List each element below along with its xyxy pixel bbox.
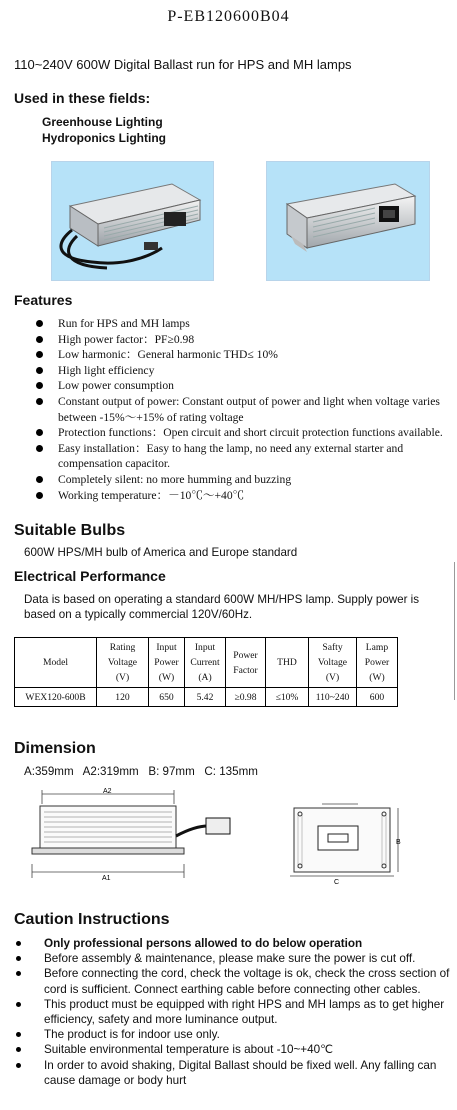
- bullet-icon: [36, 382, 43, 389]
- caution-item: [14, 951, 457, 966]
- caution-item: [14, 1027, 457, 1042]
- header-cell: Input Power (W): [149, 638, 185, 688]
- caution-text: The product is for indoor use only.: [44, 1028, 220, 1042]
- dimension-side-drawing: [26, 784, 236, 884]
- label-c: C: [334, 879, 340, 886]
- dimension-text: A:359mm A2:319mm B: 97mm C: 135mm: [24, 765, 258, 778]
- feature-text: Working temperature：－10℃～+40℃: [58, 488, 245, 502]
- feature-text: Constant output of power: Constant output of power and light when voltage varies between -15%～+15% of rating voltage: [58, 394, 440, 424]
- header-cell: Power Factor: [226, 638, 266, 688]
- caution-item: [14, 936, 457, 951]
- section-border: [454, 562, 455, 700]
- feature-text: Low power consumption: [58, 379, 174, 393]
- caution-text: Before connecting the cord, check the voltage is ok, check the cross section of cord is sufficient. Connect earthing cable before connecting other cables.: [44, 967, 450, 996]
- caution-text: In order to avoid shaking, Digital Ballast should be fixed well. Any falling can cause damage or body hurt: [44, 1058, 437, 1087]
- bullet-icon: [16, 1032, 21, 1037]
- caution-text: This product must be equipped with right HPS and MH lamps as to get higher efficiency, safety and more luminance output.: [44, 997, 445, 1027]
- ballast-left-image: [52, 162, 213, 280]
- document-title: P-EB120600B04: [167, 8, 290, 25]
- feature-text: Protection functions：Open circuit and short circuit protection functions available.: [58, 426, 443, 440]
- label-a1: A1: [102, 875, 111, 882]
- header-cell: Lamp Power (W): [357, 638, 398, 688]
- bullet-icon: [36, 351, 43, 358]
- caution-item: [14, 997, 457, 1027]
- table-cell: 110~240: [309, 688, 357, 707]
- table-cell: 120: [97, 688, 149, 707]
- features-list: [34, 316, 457, 503]
- ballast-right-image: [267, 162, 429, 280]
- feature-text: Completely silent: no more humming and buzzing: [58, 472, 292, 486]
- bullet-icon: [16, 956, 21, 961]
- electrical-text: Data is based on operating a standard 600W MH/HPS lamp. Supply power is based on a typically commercial 120V/60Hz.: [24, 593, 420, 621]
- field-item: Greenhouse Lighting: [42, 115, 163, 129]
- bullet-icon: [16, 1063, 21, 1068]
- field-item: Hydroponics Lighting: [42, 131, 166, 145]
- performance-table: [14, 637, 398, 707]
- caution-item: [14, 1042, 457, 1057]
- used-fields-heading: Used in these fields:: [14, 90, 151, 106]
- ballast-photo-left: [51, 161, 214, 281]
- bullet-icon: [16, 971, 21, 976]
- feature-text: Run for HPS and MH lamps: [58, 317, 190, 330]
- table-cell: 5.42: [185, 688, 226, 707]
- electrical-heading: Electrical Performance: [14, 568, 166, 584]
- bullet-icon: [36, 429, 43, 436]
- feature-item: [34, 316, 457, 332]
- bulbs-text: 600W HPS/MH bulb of America and Europe standard: [24, 546, 298, 559]
- feature-item: [34, 441, 457, 472]
- feature-text: High power factor：PF≥0.98: [58, 332, 195, 346]
- header-cell: THD: [266, 638, 309, 688]
- feature-text: Low harmonic：General harmonic THD≤ 10%: [58, 348, 278, 362]
- caution-list: [14, 936, 457, 1088]
- bullet-icon: [36, 320, 43, 327]
- feature-item: [34, 332, 457, 348]
- feature-text: High light efficiency: [58, 363, 155, 377]
- bullet-icon: [16, 941, 21, 946]
- header-cell: Rating Voltage (V): [97, 638, 149, 688]
- caution-heading: Caution Instructions: [14, 911, 170, 928]
- table-header-row: [15, 638, 398, 688]
- table-cell: 650: [149, 688, 185, 707]
- bullet-icon: [16, 1002, 21, 1007]
- product-subtitle: 110~240V 600W Digital Ballast run for HPS and MH lamps: [14, 57, 352, 72]
- table-cell: 600: [357, 688, 398, 707]
- bullet-icon: [16, 1047, 21, 1052]
- bullet-icon: [36, 476, 43, 483]
- caution-text: Only professional persons allowed to do below operation: [44, 937, 363, 950]
- table-cell: ≤10%: [266, 688, 309, 707]
- header-cell: Input Current (A): [185, 638, 226, 688]
- dimension-end-drawing: [282, 796, 412, 888]
- caution-text: Suitable environmental temperature is about -10~+40℃: [44, 1043, 334, 1057]
- bullet-icon: [36, 445, 43, 452]
- label-a2: A2: [103, 788, 112, 795]
- features-heading: Features: [14, 292, 73, 308]
- dimension-heading: Dimension: [14, 740, 96, 757]
- caution-item: [14, 966, 457, 996]
- bulbs-heading: Suitable Bulbs: [14, 522, 126, 539]
- feature-item: [34, 488, 457, 504]
- ballast-photo-right: [266, 161, 430, 281]
- caution-text: Before assembly & maintenance, please make sure the power is cut off.: [44, 952, 416, 966]
- header-cell: Model: [15, 638, 97, 688]
- bullet-icon: [36, 492, 43, 499]
- bullet-icon: [36, 336, 43, 343]
- bullet-icon: [36, 398, 43, 405]
- feature-item: [34, 378, 457, 394]
- used-fields-list: [42, 114, 166, 146]
- feature-item: [34, 347, 457, 363]
- label-b: B: [396, 839, 401, 846]
- table-row: [15, 688, 398, 707]
- feature-item: [34, 425, 457, 441]
- table-cell: WEX120-600B: [15, 688, 97, 707]
- feature-text: Easy installation：Easy to hang the lamp, no need any external starter and compensation capacitor.: [58, 441, 404, 471]
- feature-item: [34, 472, 457, 488]
- header-cell: Safty Voltage (V): [309, 638, 357, 688]
- caution-item: [14, 1058, 457, 1088]
- table-cell: ≥0.98: [226, 688, 266, 707]
- bullet-icon: [36, 367, 43, 374]
- feature-item: [34, 363, 457, 379]
- feature-item: [34, 394, 457, 425]
